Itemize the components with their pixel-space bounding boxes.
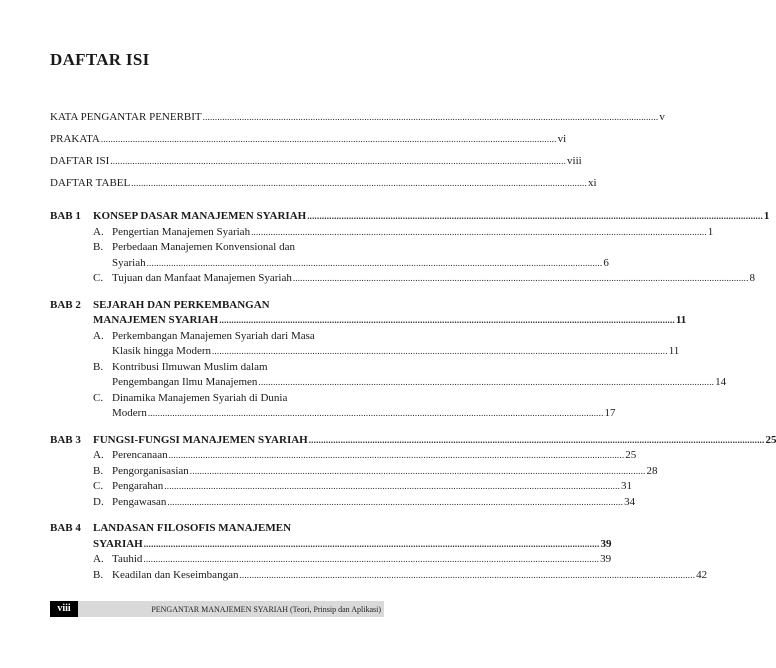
entry-page: 1 bbox=[707, 225, 714, 238]
toc-chapter-entry bbox=[50, 209, 770, 225]
entry-label: KATA PENGANTAR PENERBIT bbox=[50, 111, 202, 123]
leader-line bbox=[112, 344, 680, 360]
leader-line bbox=[112, 495, 636, 511]
entry-page: 25 bbox=[625, 449, 637, 461]
section-letter: A. bbox=[93, 225, 104, 238]
entry-label: Pengorganisasian bbox=[112, 464, 189, 477]
entry-page: 31 bbox=[621, 480, 633, 492]
leader-line bbox=[112, 271, 756, 287]
toc-section-entry bbox=[50, 240, 384, 256]
toc-front-entry bbox=[50, 154, 582, 170]
leader-line bbox=[50, 176, 597, 192]
leader-line bbox=[50, 110, 665, 126]
toc-section-entry bbox=[50, 406, 616, 422]
entry-label: SEJARAH DAN PERKEMBANGAN bbox=[93, 298, 270, 311]
entry-label: Perbedaan Manajemen Konvensional dan bbox=[112, 241, 295, 253]
toc-section-entry bbox=[50, 448, 637, 464]
chapter-spacer bbox=[50, 198, 384, 209]
entry-page: xi bbox=[587, 177, 597, 189]
leader-line bbox=[112, 225, 714, 241]
entry-page: 14 bbox=[715, 376, 727, 388]
dot-leader: .......................................................................................................................................................................................... bbox=[202, 112, 659, 122]
entry-label: KONSEP DASAR MANAJEMEN SYARIAH bbox=[93, 210, 307, 222]
toc-section-entry bbox=[50, 464, 658, 480]
dot-leader: .......................................................................................................................................................................................... bbox=[131, 178, 587, 188]
entry-label: Pengawasan bbox=[112, 495, 167, 508]
toc-chapter-entry bbox=[50, 313, 687, 329]
footer-page-number: viii bbox=[50, 601, 78, 617]
leader-line bbox=[112, 448, 637, 464]
chapter-spacer bbox=[50, 510, 384, 521]
section-letter: C. bbox=[93, 480, 104, 492]
section-letter: B. bbox=[93, 241, 104, 253]
dot-leader: .......................................................................................................................................................................................... bbox=[251, 226, 707, 237]
leader-line bbox=[112, 375, 727, 391]
dot-leader: .......................................................................................................................................................................................... bbox=[308, 434, 765, 445]
toc-section-entry bbox=[50, 375, 727, 391]
dot-leader: .......................................................................................................................................................................................... bbox=[167, 496, 624, 507]
entry-label: MANAJEMEN SYARIAH bbox=[93, 314, 219, 326]
entry-label: Tauhid bbox=[112, 553, 143, 565]
section-letter: C. bbox=[93, 391, 104, 404]
entry-page: v bbox=[659, 111, 665, 123]
dot-leader: .......................................................................................................................................................................................... bbox=[239, 569, 696, 580]
toc-section-entry bbox=[50, 360, 384, 376]
entry-label: LANDASAN FILOSOFIS MANAJEMEN bbox=[93, 522, 292, 534]
entry-page: 25 bbox=[765, 433, 776, 446]
toc-section-entry bbox=[50, 225, 714, 241]
entry-page: 1 bbox=[763, 210, 770, 222]
dot-leader: .......................................................................................................................................................................................... bbox=[219, 315, 675, 325]
page-footer bbox=[50, 601, 384, 617]
entry-label: DAFTAR ISI bbox=[50, 155, 110, 167]
dot-leader: .......................................................................................................................................................................................... bbox=[143, 554, 600, 564]
entry-page: 39 bbox=[600, 553, 612, 565]
toc-front-entry bbox=[50, 176, 597, 192]
table-of-contents bbox=[50, 110, 776, 583]
entry-label: FUNGSI-FUNGSI MANAJEMEN SYARIAH bbox=[93, 433, 308, 446]
entry-page: 17 bbox=[604, 407, 616, 419]
toc-section-entry bbox=[50, 256, 609, 272]
leader-line bbox=[93, 313, 687, 329]
chapter-number: BAB 2 bbox=[50, 298, 81, 311]
toc-front-entry bbox=[50, 132, 567, 148]
chapter-number: BAB 3 bbox=[50, 433, 81, 446]
entry-label: Kontribusi Ilmuwan Muslim dalam bbox=[112, 360, 268, 373]
toc-chapter-entry bbox=[50, 537, 612, 553]
entry-page: 34 bbox=[624, 495, 636, 508]
leader-line bbox=[50, 132, 567, 148]
toc-section-entry bbox=[50, 344, 680, 360]
entry-page: 39 bbox=[600, 537, 612, 550]
entry-page: 28 bbox=[646, 464, 658, 477]
toc-front-entry bbox=[50, 110, 665, 126]
chapter-number: BAB 4 bbox=[50, 522, 81, 534]
dot-leader: .......................................................................................................................................................................................... bbox=[189, 465, 646, 476]
leader-line bbox=[112, 552, 612, 568]
dot-leader: .......................................................................................................................................................................................... bbox=[307, 211, 763, 221]
leader-line bbox=[93, 433, 776, 449]
leader-line bbox=[112, 479, 633, 495]
section-letter: A. bbox=[93, 329, 104, 342]
section-letter: C. bbox=[93, 272, 104, 284]
dot-leader: .......................................................................................................................................................................................... bbox=[292, 273, 749, 283]
entry-label: Syariah bbox=[112, 256, 146, 269]
chapter-spacer bbox=[50, 422, 384, 433]
leader-line bbox=[112, 568, 708, 584]
leader-line bbox=[112, 256, 609, 272]
section-letter: B. bbox=[93, 360, 104, 373]
dot-leader: .......................................................................................................................................................................................... bbox=[147, 408, 604, 418]
entry-label: Pengembangan Ilmu Manajemen bbox=[112, 376, 258, 388]
leader-line bbox=[93, 537, 612, 553]
section-letter: D. bbox=[93, 495, 104, 508]
toc-section-entry bbox=[50, 495, 636, 511]
dot-leader: .......................................................................................................................................................................................... bbox=[211, 346, 668, 356]
dot-leader: .......................................................................................................................................................................................... bbox=[168, 450, 625, 460]
entry-label: Pengarahan bbox=[112, 480, 164, 492]
chapter-spacer bbox=[50, 287, 384, 298]
page-title: DAFTAR ISI bbox=[50, 50, 150, 69]
dot-leader: .......................................................................................................................................................................................... bbox=[258, 377, 715, 387]
section-letter: A. bbox=[93, 553, 104, 565]
section-letter: B. bbox=[93, 568, 104, 581]
entry-page: 8 bbox=[749, 272, 756, 284]
entry-label: Keadilan dan Keseimbangan bbox=[112, 568, 239, 581]
leader-line bbox=[112, 464, 658, 480]
toc-section-entry bbox=[50, 568, 708, 584]
entry-label: SYARIAH bbox=[93, 537, 143, 550]
dot-leader: .......................................................................................................................................................................................... bbox=[164, 481, 621, 491]
toc-section-entry bbox=[50, 391, 384, 407]
toc-chapter-entry bbox=[50, 521, 384, 537]
footer-running-title: PENGANTAR MANAJEMEN SYARIAH (Teori, Prinsip dan Aplikasi) bbox=[151, 604, 381, 614]
dot-leader: .......................................................................................................................................................................................... bbox=[110, 156, 567, 166]
entry-label: Perencanaan bbox=[112, 449, 168, 461]
dot-leader: .......................................................................................................................................................................................... bbox=[100, 134, 557, 144]
entry-page: 6 bbox=[603, 256, 609, 269]
entry-label: DAFTAR TABEL bbox=[50, 177, 131, 189]
entry-page: viii bbox=[567, 155, 582, 167]
entry-label: Klasik hingga Modern bbox=[112, 345, 211, 357]
toc-section-entry bbox=[50, 271, 756, 287]
section-letter: B. bbox=[93, 464, 104, 477]
entry-label: Perkembangan Manajemen Syariah dari Masa bbox=[112, 329, 315, 342]
entry-label: Modern bbox=[112, 407, 147, 419]
toc-section-entry bbox=[50, 552, 612, 568]
leader-line bbox=[93, 209, 770, 225]
entry-page: 11 bbox=[668, 345, 680, 357]
dot-leader: .......................................................................................................................................................................................... bbox=[143, 538, 600, 549]
entry-label: Dinamika Manajemen Syariah di Dunia bbox=[112, 391, 288, 404]
leader-line bbox=[112, 406, 616, 422]
entry-label: Tujuan dan Manfaat Manajemen Syariah bbox=[112, 272, 292, 284]
entry-page: 11 bbox=[675, 314, 687, 326]
chapter-number: BAB 1 bbox=[50, 210, 81, 222]
entry-label: PRAKATA bbox=[50, 133, 100, 145]
toc-section-entry bbox=[50, 329, 384, 345]
entry-page: 42 bbox=[696, 568, 708, 581]
toc-chapter-entry bbox=[50, 298, 384, 314]
toc-section-entry bbox=[50, 479, 633, 495]
toc-chapter-entry bbox=[50, 433, 776, 449]
entry-label: Pengertian Manajemen Syariah bbox=[112, 225, 251, 238]
section-letter: A. bbox=[93, 449, 104, 461]
leader-line bbox=[50, 154, 582, 170]
dot-leader: .......................................................................................................................................................................................... bbox=[146, 257, 603, 268]
entry-page: vi bbox=[557, 133, 567, 145]
